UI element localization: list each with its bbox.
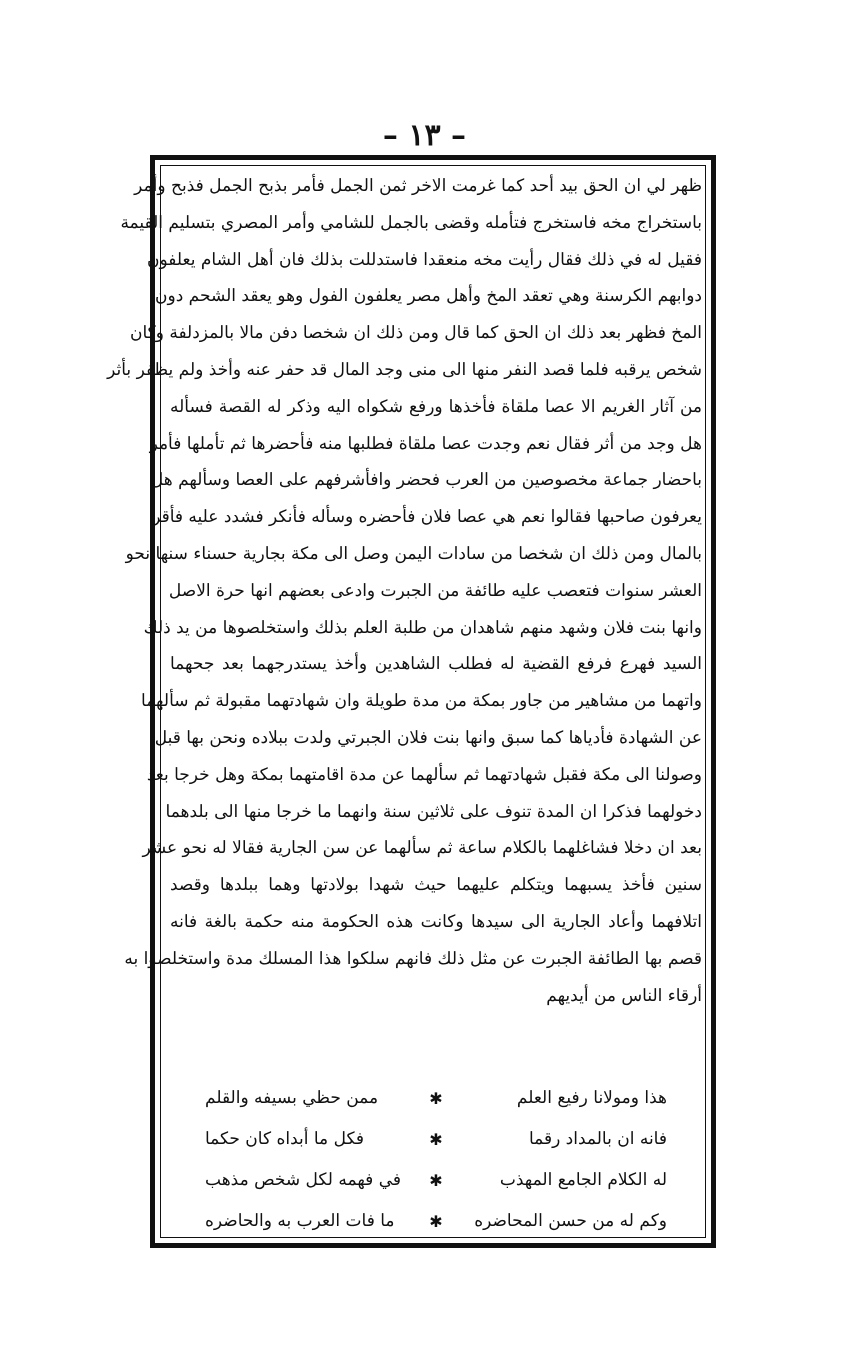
text-line: من آثار الغريم الا عصا ملقاة فأخذها ورفع شكواه اليه وذكر له القصة فسأله <box>170 396 702 417</box>
text-line: المخ فظهر بعد ذلك ان الحق كما قال ومن ذلك ان شخصا دفن مالا بالمزدلفة وكان <box>129 323 702 344</box>
hemistich-second: في فهمه لكل شخص مذهب <box>205 1170 401 1190</box>
hemistich-first: له الكلام الجامع المهذب <box>499 1170 667 1190</box>
text-line: يعرفون صاحبها فقالوا نعم هي عصا فلان فأحضره وسأله فأنكر فشدد عليه فأقر <box>152 507 702 528</box>
text-line: بعد ان دخلا فشاغلهما بالكلام ساعة ثم سألهما عن سن الجارية فقالا له نحو عشر <box>142 838 702 859</box>
text-line: السيد فهرع فرفع القضية له فطلب الشاهدين وأخذ يستدرجهما بعد جحهما <box>170 654 702 675</box>
poem-verse <box>170 1119 702 1160</box>
hemistich-second: فكل ما أبداه كان حكما <box>205 1129 364 1149</box>
text-line: عن الشهادة فأدياها كما سبق وانها بنت فلان الجبرتي ولدت ببلاده ونحن بها قبل <box>154 727 702 748</box>
text-line: باستخراج مخه فاستخرج فتأمله وقضى بالجمل للشامي وأمر المصري بتسليم القيمة <box>120 212 702 233</box>
hemistich-second: ممن حظي بسيفه والقلم <box>205 1088 379 1108</box>
hemistich-second: ما فات العرب به والحاضره <box>205 1211 395 1231</box>
poem-verse <box>170 1160 702 1201</box>
star-separator-icon: ✱ <box>429 1089 443 1108</box>
text-line: شخص يرقبه فلما قصد النفر منها الى منى وجد المال قد حفر عنه وأخذ ولم يظفر بأثر <box>107 359 702 380</box>
poem-block <box>170 1078 702 1242</box>
text-line: قصم بها الطائفة الجبرت عن مثل ذلك فانهم سلكوا هذا المسلك مدة واستخلصوا به <box>124 948 702 969</box>
hemistich-first: هذا ومولانا رفيع العلم <box>516 1088 667 1108</box>
text-line: باحضار جماعة مخصوصين من العرب فحضر وافأشرفهم على العصا وسألهم هل <box>150 470 702 491</box>
text-line: اتلافهما وأعاد الجارية الى سيدها وكانت هذه الحكومة منه حكمة بالغة فانه <box>170 911 702 932</box>
text-line: بالمال ومن ذلك ان شخصا من سادات اليمن وصل الى مكة بجارية حسناء سنها نحو <box>125 543 702 564</box>
text-line: واتهما من مشاهير من جاور بمكة من مدة طويلة وان شهادتهما مقبولة ثم سألهما <box>141 691 702 712</box>
text-line: العشر سنوات فتعصب عليه طائفة من الجبرت وادعى بعضهم انها حرة الاصل <box>168 580 702 601</box>
star-separator-icon: ✱ <box>429 1130 443 1149</box>
text-line: وانها بنت فلان وشهد منهم شاهدان من طلبة العلم بذلك واستخلصوها من يد ذلك <box>143 617 702 638</box>
hemistich-first: فانه ان بالمداد رقما <box>528 1129 667 1149</box>
text-line: ظهر لي ان الحق بيد أحد كما غرمت الاخر ثمن الجمل فأمر بذبح الجمل فذبح وأمر <box>134 176 702 196</box>
text-line: دوابهم الكرسنة وهي تعقد المخ وأهل مصر يعلفون الفول وهو يعقد الشحم دون <box>155 286 702 307</box>
text-line: أرقاء الناس من أيديهم <box>546 985 702 1006</box>
poem-verse <box>170 1078 702 1119</box>
hemistich-first: وكم له من حسن المحاضره <box>474 1211 667 1231</box>
star-separator-icon: ✱ <box>429 1212 443 1231</box>
text-line: هل وجد من أثر فقال نعم وجدت عصا ملقاة فطلبها منه فأحضرها ثم تأملها فأمر <box>149 433 702 454</box>
poem-verse <box>170 1201 702 1242</box>
prose-body <box>107 168 702 1014</box>
star-separator-icon: ✱ <box>429 1171 443 1190</box>
text-line: وصولنا الى مكة فقبل شهادتهما ثم سألهما عن مدة اقامتهما بمكة وهل خرجا بعد <box>146 764 702 785</box>
text-line: فقيل له في ذلك فقال رأيت مخه منعقدا فاستدللت بذلك فان أهل الشام يعلفون <box>147 249 702 270</box>
page-number: – ١٣ – <box>382 118 467 153</box>
text-line: دخولهما فذكرا ان المدة تنوف على ثلاثين سنة وانهما ما خرجا منها الى بلدهما <box>165 801 702 822</box>
text-line: سنين فأخذ يسبهما ويتكلم عليهما حيث شهدا بولادتها وهما ببلدها وقصد <box>170 875 702 896</box>
